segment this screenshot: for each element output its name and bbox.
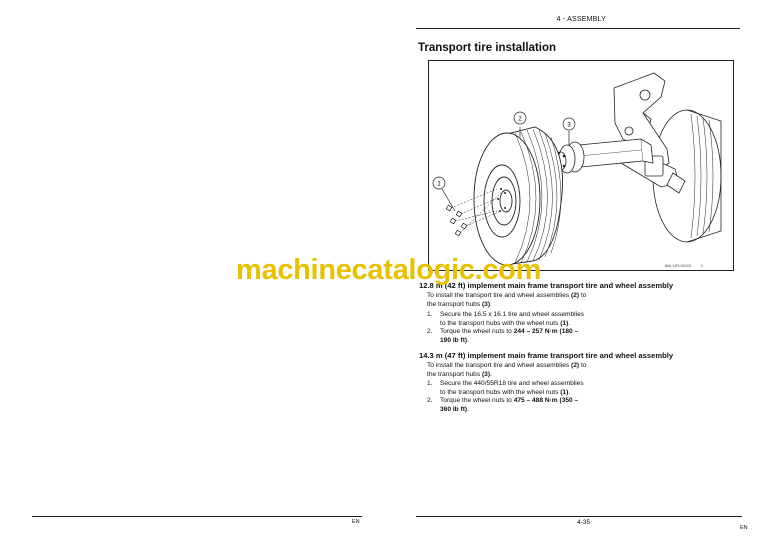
page-number: 4-35: [577, 519, 591, 526]
page-title: Transport tire installation: [418, 42, 557, 54]
footer-language-right: EN: [740, 525, 748, 531]
watermark: machinecatalogic.com: [236, 254, 542, 286]
section-title-42ft: 12.8 m (42 ft) implement main frame transport tire and wheel assembly: [419, 281, 674, 290]
figure-code: BAIL13PLG0103: [664, 264, 691, 268]
figure-transport-tire: [428, 60, 734, 271]
figure-number: 1: [700, 263, 703, 268]
callout-1-label: 1: [437, 181, 441, 188]
right-page: 4 - ASSEMBLY Transport tire installation 1 2 3 BAIL13PLG0103 1 12.8 m (42 ft) implement main frame transport tire and wheel assembly To install the transport tire and wheel assemblies (2) to the transport hubs (3): 1. Secure the 16.5 x 16.1 tire and wheel assemblies to the transport hubs with the wheel nuts (1). 2. Torque the wheel nuts to 244 – 257 N·m (180 – 190 lb ft). 14.3 m (47 ft) implement main frame transport tire and wheel assembly To install the transport tire and wheel assemblies (2) to the transport hubs (3). 1. Secure the 440/55R18 tire and wheel assemblies to the transport hubs with the wheel nuts (1). 2. Torque the wheel nuts to 475 – 488 N·m (350 – 360 lb ft). 4-35 EN: [384, 0, 768, 543]
footer-language-left: EN: [352, 519, 360, 525]
section-intro-47ft: To install the transport tire and wheel assemblies (2) to the transport hubs (3).: [427, 362, 587, 378]
front-wheel: [474, 127, 563, 265]
section-intro-42ft: To install the transport tire and wheel assemblies (2) to the transport hubs (3):: [427, 292, 587, 308]
footer-rule-left: [32, 516, 362, 517]
section-title-47ft: 14.3 m (47 ft) implement main frame transport tire and wheel assembly: [419, 351, 674, 360]
wheel-assembly-illustration: [429, 61, 735, 272]
callout-3-label: 3: [567, 122, 571, 129]
callout-2-label: 2: [518, 116, 522, 123]
header-section: 4 - ASSEMBLY: [556, 16, 606, 23]
header-rule: [416, 28, 740, 29]
footer-rule-right: [416, 516, 742, 517]
